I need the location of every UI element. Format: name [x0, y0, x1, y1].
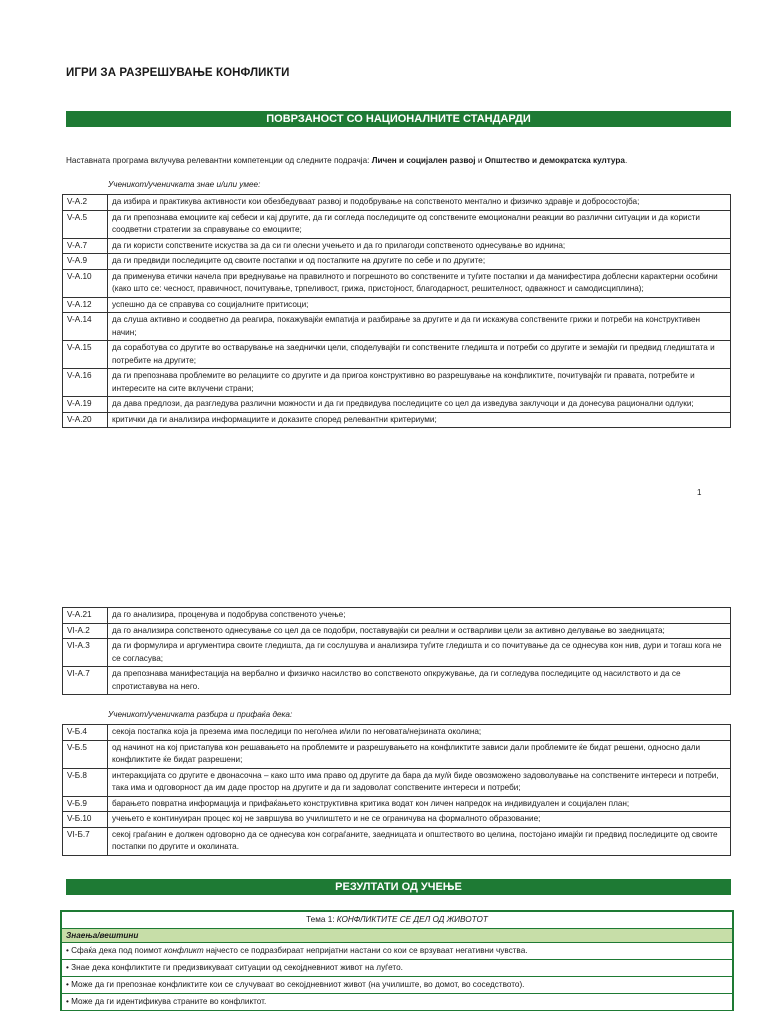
subhead-knows: Ученикот/ученичката знае и/или умее: [108, 180, 261, 189]
standard-text: да дава предлози, да разгледува различни можности и да ги предвидува последиците со цел да изведува заклучоци и да донесува рационални одлуки; [108, 397, 731, 413]
standard-text: да ги предвиди последиците од своите постапки и од постапките на другите по себе и по другите; [108, 254, 731, 270]
table-row [63, 313, 731, 341]
table-row [63, 412, 731, 428]
standard-code: V-Б.8 [63, 768, 108, 796]
standard-text: учењето е континуиран процес кој не завршува во училиштето и не се ограничува на формалното образование; [108, 812, 731, 828]
standard-code: VI-Б.7 [63, 827, 108, 855]
standard-text: секој граѓанин е должен одговорно да се однесува кон сограѓаните, заедницата и општеството во целина, постојано имајќи ги предвид последиците од своите постапки по другите и околината. [108, 827, 731, 855]
standard-text: да соработува со другите во остварување на заеднички цели, споделувајќи ги сопствените гледишта и потреби со другите и земајќи ги предвид гледиштата и потребите на другите; [108, 341, 731, 369]
table-row [63, 608, 731, 624]
outcome-item [62, 977, 732, 994]
table-row [63, 740, 731, 768]
outcome-item [62, 943, 732, 960]
standard-code: V-A.15 [63, 341, 108, 369]
standard-code: V-A.10 [63, 269, 108, 297]
standard-text: да ги користи сопствените искуства за да си ги олесни учењето и да го прилагоди сопственото однесување во иднина; [108, 238, 731, 254]
standards-table-1 [62, 194, 731, 428]
standard-text: да препознава манифестација на вербално и физичко насилство во сопственото опкружување, да ги согледува последиците од насилството и да се спротиставува на него. [108, 667, 731, 695]
table-row [63, 297, 731, 313]
intro-area-2: Општество и демократска култура [484, 156, 625, 165]
outcome-list [62, 943, 732, 1011]
outcome-item-pre: • Сфаќа дека под поимот [66, 946, 165, 955]
outcome-item-em: конфликт [164, 946, 204, 955]
table-row [63, 195, 731, 211]
table-row [63, 623, 731, 639]
table-row [63, 827, 731, 855]
standards-table-2 [62, 607, 731, 695]
standard-code: V-Б.5 [63, 740, 108, 768]
standard-code: VI-A.2 [63, 623, 108, 639]
standard-text: интеракцијата со другите е двонасочна – како што има право од другите да бара да му/ѝ биде овозможено задоволување на сопствените интереси и потреби, така има и одговорност да им даде простор на другите и да ги задоволат сопствените интереси и потреби; [108, 768, 731, 796]
topic-heading [62, 912, 732, 929]
standard-code: V-A.9 [63, 254, 108, 270]
standard-text: да избира и практикува активности кои обезбедуваат развој и подобрување на сопственото ментално и физичко здравје и добросостојба; [108, 195, 731, 211]
standard-text: да применува етички начела при вреднување на правилното и погрешното во сопствените и туѓите постапки и да манифестира доблесни карактерни особини (како што се: чесност, правичност, почитување, трпеливост, грижа, пристојност, благодарност, решителност, одважност и самодисциплина); [108, 269, 731, 297]
standard-text: да го анализира, проценува и подобрува сопственото учење; [108, 608, 731, 624]
standards-table-3 [62, 724, 731, 856]
standard-code: V-A.12 [63, 297, 108, 313]
standard-code: V-A.19 [63, 397, 108, 413]
standard-code: V-Б.4 [63, 725, 108, 741]
table-row [63, 725, 731, 741]
table-row [63, 768, 731, 796]
outcome-item-pre: • Може да ги препознае конфликтите кои се случуваат во секојдневниот живот (на училиште, во домот, во соседството). [66, 980, 525, 989]
outcome-item [62, 960, 732, 977]
document-title: ИГРИ ЗА РАЗРЕШУВАЊЕ КОНФЛИКТИ [66, 67, 290, 79]
intro-prefix: Наставната програма вклучува релевантни компетенции од следните подрачја: [66, 156, 372, 165]
intro-paragraph [66, 155, 736, 166]
standard-text: да го анализира сопственото однесување со цел да се подобри, поставувајќи си реални и остварливи цели за активно делување во заедницата; [108, 623, 731, 639]
knowledge-skills-label: Знаења/вештини [62, 929, 732, 943]
table-row [63, 667, 731, 695]
standard-code: V-A.2 [63, 195, 108, 211]
standard-text: од начинот на кој пристапува кон решавањето на проблемите и разрешувањето на конфликтите зависи дали проблемите ќе бидат решени, односно дали конфликтите ќе бидат разрешени; [108, 740, 731, 768]
standard-text: да ги препознава проблемите во релациите со другите и да пригоа конструктивно во разрешување на конфликтите, почитувајќи ги правата, потребите и интересите на сите вклучени страни; [108, 369, 731, 397]
standard-text: секоја постапка која ја презема има последици по него/неа и/или по неговата/нејзината околина; [108, 725, 731, 741]
outcome-item [62, 994, 732, 1011]
standard-code: V-A.5 [63, 210, 108, 238]
outcomes-box [60, 910, 734, 1011]
topic-title: КОНФЛИКТИТЕ СЕ ДЕЛ ОД ЖИВОТОТ [336, 915, 488, 924]
table-row [63, 254, 731, 270]
intro-area-1: Личен и социјален развој [371, 156, 476, 165]
subhead-understands: Ученикот/ученичката разбира и прифаќа дека: [108, 710, 293, 719]
table-row [63, 796, 731, 812]
table-row [63, 812, 731, 828]
section-heading-outcomes: РЕЗУЛТАТИ ОД УЧЕЊЕ [66, 879, 731, 895]
outcome-item-pre: • Знае дека конфликтите ги предизвикуваат ситуации од секојдневниот живот на луѓето. [66, 963, 403, 972]
standard-text: да слуша активно и соодветно да реагира, покажувајќи емпатија и разбирање за другите и да ги искажува сопствените грижи и потреби на конструктивен начин; [108, 313, 731, 341]
table-row [63, 269, 731, 297]
topic-prefix: Тема 1: [306, 915, 337, 924]
standard-text: да ги формулира и аргументира своите гледишта, да ги сослушува и анализира туѓите гледишта и со почитување да се однесува кон нив, дури и тогаш кога не се согласува; [108, 639, 731, 667]
table-row [63, 238, 731, 254]
intro-connector: и [475, 156, 485, 165]
standard-code: V-Б.9 [63, 796, 108, 812]
standard-code: V-A.7 [63, 238, 108, 254]
standard-code: V-A.16 [63, 369, 108, 397]
table-row [63, 210, 731, 238]
intro-suffix: . [624, 156, 628, 165]
standard-text: критички да ги анализира информациите и доказите според релевантни критериуми; [108, 412, 731, 428]
standard-code: V-Б.10 [63, 812, 108, 828]
section-heading-standards: ПОВРЗАНОСТ СО НАЦИОНАЛНИТЕ СТАНДАРДИ [66, 111, 731, 127]
standard-text: успешно да се справува со социјалните притисоци; [108, 297, 731, 313]
outcome-item-pre: • Може да ги идентификува страните во конфликтот. [66, 997, 267, 1006]
standard-code: V-A.20 [63, 412, 108, 428]
page-number: 1 [697, 488, 702, 497]
table-row [63, 639, 731, 667]
standard-code: VI-A.3 [63, 639, 108, 667]
outcome-item-post: најчесто се подразбираат непријатни настани со кои се врзуваат негативни чувства. [203, 946, 528, 955]
standard-text: да ги препознава емоциите кај себеси и кај другите, да ги согледа последиците од сопствените емоционални реакции во различни ситуации и да користи соодветни стратегии за справување со емоциите; [108, 210, 731, 238]
standard-code: VI-A.7 [63, 667, 108, 695]
table-row [63, 397, 731, 413]
table-row [63, 369, 731, 397]
table-row [63, 341, 731, 369]
standard-code: V-A.14 [63, 313, 108, 341]
standard-code: V-A.21 [63, 608, 108, 624]
standard-text: барањето повратна информација и прифаќањето конструктивна критика водат кон личен напредок на индивидуален и социјален план; [108, 796, 731, 812]
